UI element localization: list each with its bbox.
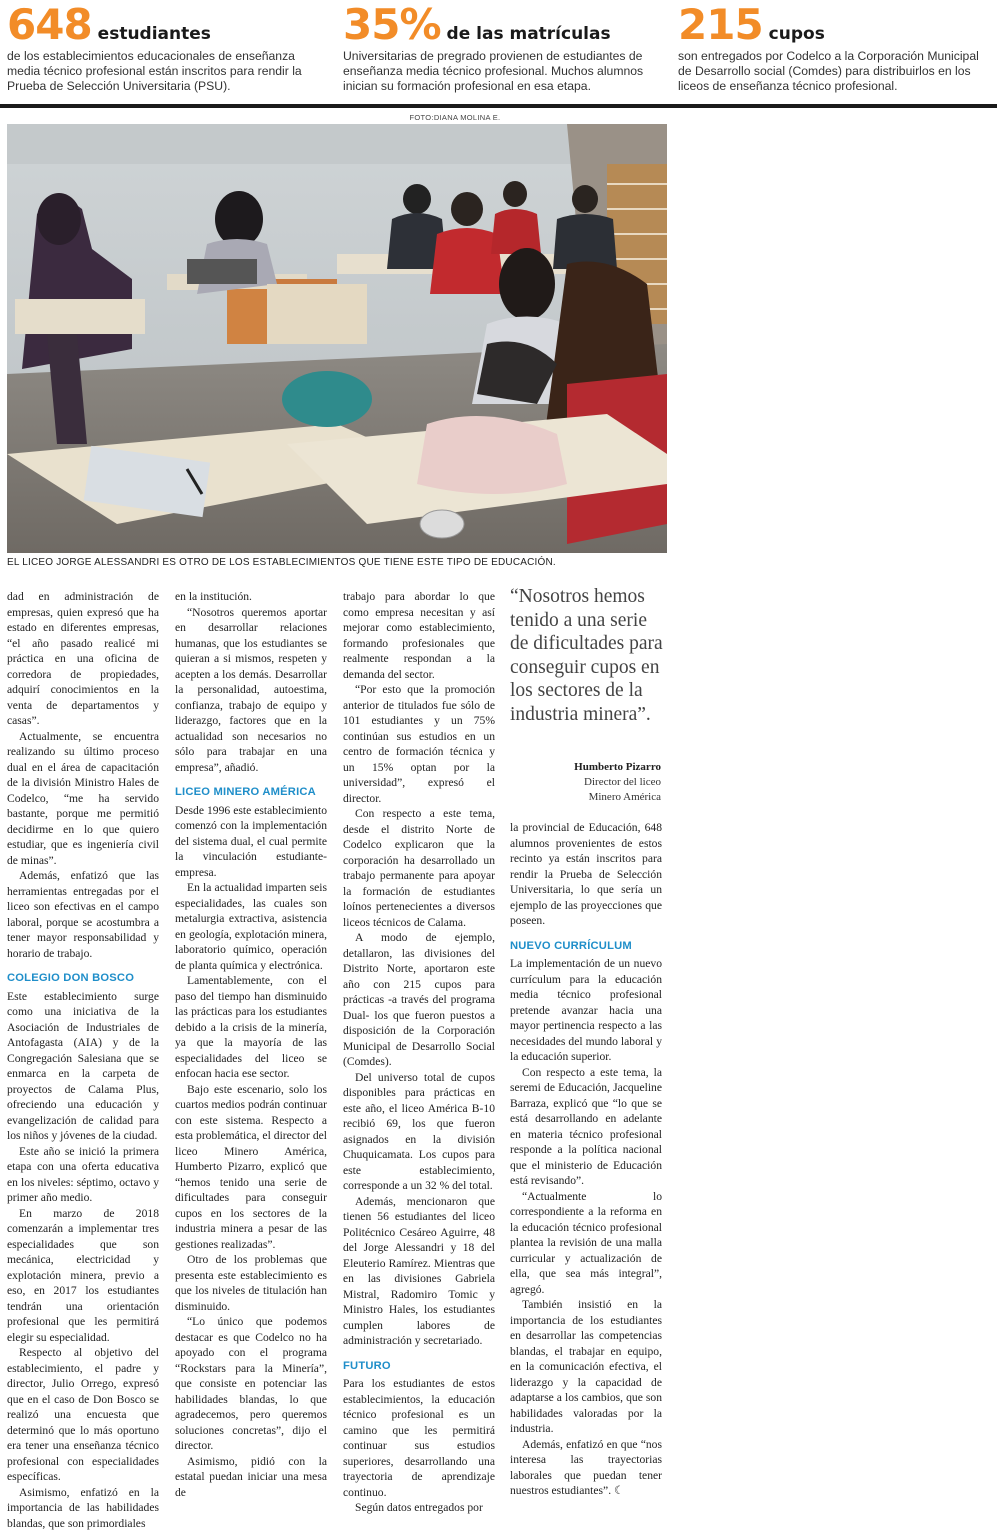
header-divider: [0, 104, 997, 108]
paragraph: La implementación de un nuevo currículum para la educación media técnico profesional pretende avanzar hacia una mayor pertinencia respecto a las necesidades del mundo laboral y la educación superior.: [510, 956, 662, 1065]
stat-label: de las matrículas: [447, 24, 611, 44]
stat-description: de los establecimientos educacionales de enseñanza media técnico profesional están inscritos para rendir la Prueba de Selección Universitaria (PSU).: [7, 49, 325, 94]
paragraph: Otro de los problemas que presenta este establecimiento es que los niveles de titulación han disminuido.: [175, 1252, 327, 1314]
stat-quota: [678, 4, 994, 94]
paragraph: A modo de ejemplo, detallaron, las divisiones del Distrito Norte, aportaron este año con 215 cupos para prácticas -a través del programa Dual- los que fueron puestos a disposición de la Corporación Municipal de Desarrollo Social (Comdes).: [343, 930, 495, 1070]
section-heading: LICEO MINERO AMÉRICA: [175, 785, 327, 801]
paragraph: Lamentablemente, con el paso del tiempo han disminuido las prácticas para los estudiantes debido a la crisis de la minería, ya que la mayoría de las especialidades del liceo se enfocan hacia ese sector.: [175, 973, 327, 1082]
stat-label: estudiantes: [98, 24, 211, 44]
paragraph: Este establecimiento surge como una iniciativa de la Asociación de Industriales de Antofagasta (AIA) y de la Congregación Salesiana que se enmarca en la carpeta de proyectos de Calama Plus, ofreciendo una educación y evangelización de calidad para los niños y jóvenes de la ciudad.: [7, 989, 159, 1144]
paragraph: Asimismo, enfatizó en la importancia de las habilidades blandas, que son primordiales: [7, 1485, 159, 1531]
paragraph: Este año se inició la primera etapa con una oferta educativa en los niveles: séptimo, octavo y primer año medio.: [7, 1144, 159, 1206]
paragraph: la provincial de Educación, 648 alumnos provenientes de estos recinto ya están inscritos para rendir la Prueba de Selección Universitaria, lo que sería un ejemplo de las proyecciones que poseen.: [510, 820, 662, 929]
stat-enrollment: [343, 4, 661, 94]
paragraph: “Lo único que podemos destacar es que Codelco no ha apoyado con el programa “Rockstars para la Minería”, que consiste en potenciar las habilidades blandas, lo que agradecemos, pero queremos soluciones concretas”, dijo el director.: [175, 1314, 327, 1454]
paragraph: “Por esto que la promoción anterior de titulados fue sólo de 101 estudiantes y un 75% continúan sus estudios en un centro de formación técnica y un 15% optan por la universidad”, expresó el director.: [343, 682, 495, 806]
photo-credit: FOTO:DIANA MOLINA E.: [380, 113, 530, 122]
paragraph: “Actualmente lo correspondiente a la reforma en la educación técnico profesional plantea la revisión de una malla curricular y actualización de ella, que sea más integral”, agregó.: [510, 1189, 662, 1298]
paragraph: Desde 1996 este establecimiento comenzó con la implementación del sistema dual, el cual permite la vinculación estudiante-empresa.: [175, 803, 327, 881]
paragraph: Del universo total de cupos disponibles para prácticas en este año, el liceo América B-10 recibió 69, los que fueron asignados en la división Chuquicamata. Los cupos para este establecimiento, corresponde a un 32 % del total.: [343, 1070, 495, 1194]
quote-author-role: Minero América: [510, 790, 661, 805]
pull-quote: “Nosotros hemos tenido a una serie de dificultades para conseguir cupos en los sectores de la industria minera”.: [510, 585, 665, 726]
quote-author-role: Director del liceo: [510, 775, 661, 790]
section-heading: COLEGIO DON BOSCO: [7, 971, 159, 987]
paragraph: Según datos entregados por: [343, 1500, 495, 1516]
stat-number: 215: [678, 0, 763, 49]
quote-attribution: [510, 760, 661, 805]
stat-students: [7, 4, 325, 94]
quote-author-name: Humberto Pizarro: [510, 760, 661, 775]
paragraph: Con respecto a este tema, desde el distrito Norte de Codelco explicaron que la corporación ha desarrollado un trabajo permanente para apoyar la formación de estudiantes loínos pertenecientes a diversos liceos técnicos de Calama.: [343, 806, 495, 930]
paragraph: Actualmente, se encuentra realizando su último proceso dual en el área de capacitación de la división Ministro Hales de Codelco, “me ha servido bastante, porque me permitió decidirme en lo que quiero estudiar, que es ingeniería civil de minas”.: [7, 729, 159, 869]
paragraph: Además, mencionaron que tienen 56 estudiantes del liceo Politécnico Cesáreo Aguirre, 48 del Jorge Alessandri y 18 del Eleuterio Ramírez. Mientras que en las divisiones Gabriela Mistral, Radomiro Tomic y Ministro Hales, los estudiantes cumplen labores de administración y secretariado.: [343, 1194, 495, 1349]
article-column-3: [343, 589, 495, 1516]
paragraph: En marzo de 2018 comenzarán a implementar tres especialidades que son mecánica, electricidad y explotación minera, previo a eso, en 2017 los estudiantes tendrán una orientación profesional que les permitirá elegir su especialidad.: [7, 1206, 159, 1346]
paragraph: Bajo este escenario, solo los cuartos medios podrán continuar con este sistema. Respecto a esta problemática, el director del liceo Minero América, Humberto Pizarro, explicó que “hemos tenido una serie de dificultades para conseguir cupos en los sectores de la industria minera a pesar de las gestiones realizadas”.: [175, 1082, 327, 1253]
article-column-4: [510, 820, 662, 1499]
paragraph: Con respecto a este tema, la seremi de Educación, Jacqueline Barraza, explicó que “lo que se está desarrollando en adelante en materia técnico profesional responde a la política nacional que el ministerio de Educación está revisando”.: [510, 1065, 662, 1189]
paragraph: Asimismo, pidió con la estatal puedan iniciar una mesa de: [175, 1454, 327, 1501]
stat-description: son entregados por Codelco a la Corporación Municipal de Desarrollo social (Comdes) para distribuirlos en los liceos de enseñanza técnico profesional.: [678, 49, 994, 94]
paragraph: Para los estudiantes de estos establecimientos, la educación técnico profesional es un camino que les permitirá continuar sus estudios superiores, desarrollando una trayectoria de aprendizaje continuo.: [343, 1376, 495, 1500]
article-column-1: [7, 589, 159, 1531]
section-heading: FUTURO: [343, 1359, 495, 1375]
section-heading: NUEVO CURRÍCULUM: [510, 939, 662, 955]
stat-label: cupos: [769, 24, 825, 44]
paragraph: También insistió en la importancia de los estudiantes en desarrollar las competencias blandas, el trabajar en equipo, en la comunicación efectiva, el liderazgo y la capacidad de adaptarse a los cambios, que son habilidades valoradas por la industria.: [510, 1297, 662, 1437]
article-column-2: [175, 589, 327, 1500]
paragraph: Además, enfatizó en que “nos interesa las trayectorias laborales que puedan tener nuestros estudiantes”. ☾: [510, 1437, 662, 1499]
paragraph: en la institución.: [175, 589, 327, 605]
photo-caption: EL LICEO JORGE ALESSANDRI ES OTRO DE LOS ESTABLECIMIENTOS QUE TIENE ESTE TIPO DE EDUCACIÓN.: [7, 557, 667, 568]
paragraph: Respecto al objetivo del establecimiento, el padre y director, Julio Orrego, expresó que en el caso de Don Bosco se realizó una encuesta que determinó que lo más oportuno era tener una enseñanza técnico profesional con especialidades específicas.: [7, 1345, 159, 1485]
paragraph: En la actualidad imparten seis especialidades, las cuales son metalurgia extractiva, asistencia en geología, explotación minera, laboratorio químico, operación de planta química y electrónica.: [175, 880, 327, 973]
paragraph: dad en administración de empresas, quien expresó que ha estado en diferentes empresas, “el año pasado realicé mi práctica en una oficina de corredora de propiedades, adquirí conocimientos en la venta de departamentos y casas”.: [7, 589, 159, 729]
stat-number: 648: [7, 0, 92, 49]
paragraph: trabajo para abordar lo que como empresa necesitan y así mejorar como establecimiento, formando profesionales que realmente respondan a la demanda del sector.: [343, 589, 495, 682]
classroom-photo: [7, 124, 667, 553]
paragraph: “Nosotros queremos aportar en desarrollar relaciones humanas, que los estudiantes se quieran a si mismos, respeten y acepten a los demás. Desarrollar la personalidad, autoestima, confianza, trabajo de equipo y liderazgo, factores que en la actualidad son necesarios no sólo para trabajar en una empresa”, añadió.: [175, 605, 327, 776]
stat-description: Universitarias de pregrado provienen de estudiantes de enseñanza media técnico profesional. Muchos alumnos inician su formación profesional en esa etapa.: [343, 49, 661, 94]
paragraph: Además, enfatizó que las herramientas entregadas por el liceo son efectivas en el campo laboral, porque se acostumbra a tener mayor responsabilidad y horario de trabajo.: [7, 868, 159, 961]
stat-number: 35%: [343, 0, 441, 49]
